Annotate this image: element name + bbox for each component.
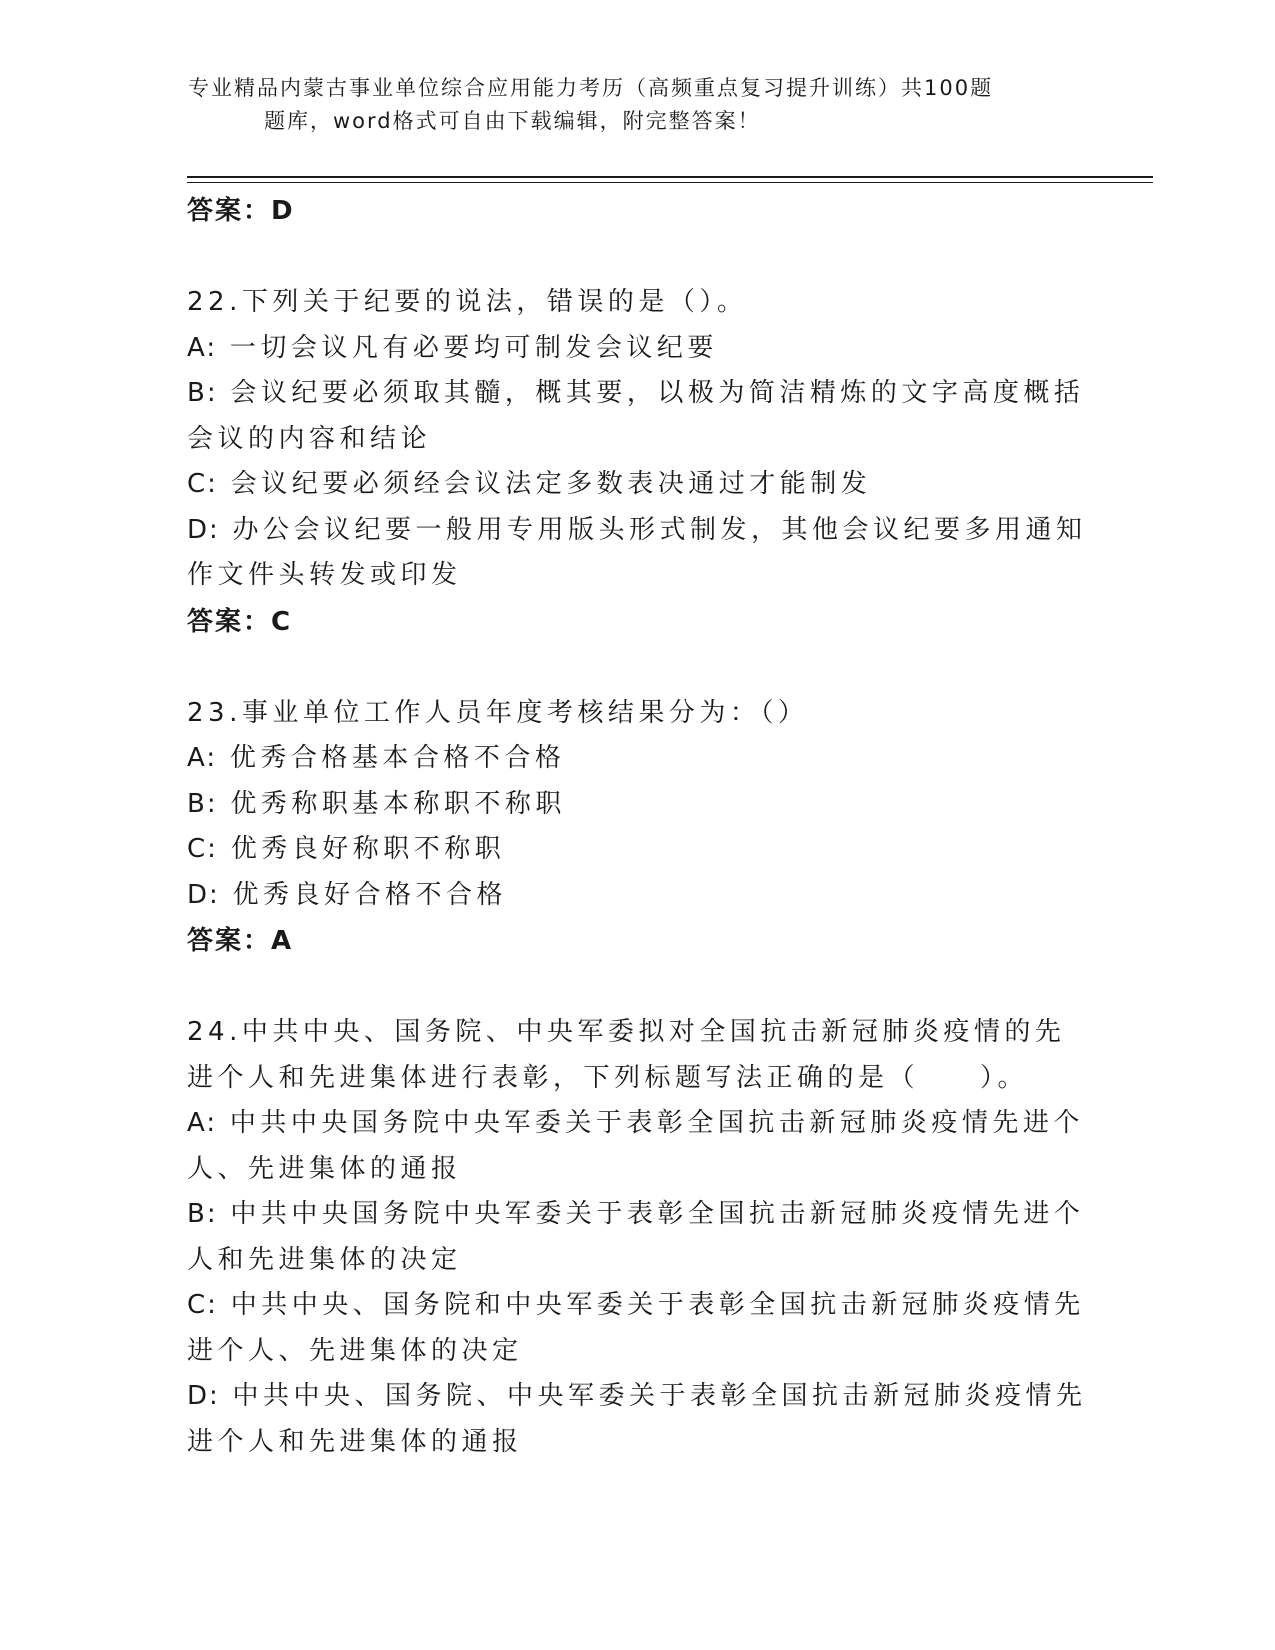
option-text: 会议纪要必须取其髓，概其要，以极为简洁精炼的文字高度概括会议的内容和结论 xyxy=(187,378,1085,454)
option-d xyxy=(187,508,1087,599)
header-rule-thick xyxy=(187,176,1153,178)
option-label: B: xyxy=(187,788,218,819)
question-block xyxy=(187,1010,1087,1465)
header-title-line-1: 专业精品内蒙古事业单位综合应用能力考历（高频重点复习提升训练）共100题 xyxy=(188,76,994,100)
option-a xyxy=(187,326,1087,372)
question-block xyxy=(187,691,1087,965)
option-text: 优秀良好称职不称职 xyxy=(230,834,506,864)
option-a xyxy=(187,1101,1087,1192)
option-c xyxy=(187,1283,1087,1374)
option-label: D: xyxy=(187,879,220,910)
spacer xyxy=(187,645,1087,691)
header-title-line-2: 题库，word格式可自由下载编辑，附完整答案！ xyxy=(264,109,761,133)
answer-line: 答案：D xyxy=(187,196,295,226)
option-text: 中共中央国务院中央军委关于表彰全国抗击新冠肺炎疫情先进个人和先进集体的决定 xyxy=(187,1199,1085,1275)
option-text: 中共中央国务院中央军委关于表彰全国抗击新冠肺炎疫情先进个人、先进集体的通报 xyxy=(187,1108,1084,1184)
option-label: A: xyxy=(187,1108,218,1138)
option-label: C: xyxy=(187,834,218,864)
option-label: B: xyxy=(187,378,218,408)
option-b xyxy=(187,1192,1087,1283)
option-text: 中共中央、国务院和中央军委关于表彰全国抗击新冠肺炎疫情先进个人、先进集体的决定 xyxy=(187,1290,1085,1366)
option-label: A: xyxy=(187,332,218,363)
option-text: 中共中央、国务院、中央军委关于表彰全国抗击新冠肺炎疫情先进个人和先进集体的通报 xyxy=(187,1381,1087,1457)
question-block xyxy=(187,280,1087,645)
spacer xyxy=(187,964,1087,1010)
option-text: 优秀称职基本称职不称职 xyxy=(230,788,566,819)
answer-line: 答案：A xyxy=(187,926,294,956)
option-a xyxy=(187,736,1087,782)
option-label: A: xyxy=(187,743,218,773)
header-rule-thin xyxy=(187,182,1153,183)
option-label: B: xyxy=(187,1199,218,1229)
option-text: 优秀合格基本合格不合格 xyxy=(229,743,566,773)
question-content xyxy=(187,188,1087,1465)
option-text: 优秀良好合格不合格 xyxy=(232,879,508,910)
option-label: D: xyxy=(187,514,220,545)
option-b xyxy=(187,371,1087,462)
page-header xyxy=(188,72,1068,138)
option-c xyxy=(187,462,1087,508)
option-label: C: xyxy=(187,1290,218,1320)
option-d xyxy=(187,873,1087,919)
option-c xyxy=(187,827,1087,873)
question-text: 23.事业单位工作人员年度考核结果分为：（） xyxy=(187,697,809,728)
option-d xyxy=(187,1374,1087,1465)
option-text: 办公会议纪要一般用专用版头形式制发，其他会议纪要多用通知作文件头转发或印发 xyxy=(187,514,1087,590)
option-label: C: xyxy=(187,469,218,499)
answer-line: 答案：C xyxy=(187,606,293,637)
spacer xyxy=(187,234,1087,280)
option-text: 会议纪要必须经会议法定多数表决通过才能制发 xyxy=(230,469,872,499)
question-text: 22.下列关于纪要的说法，错误的是（）。 xyxy=(187,287,748,317)
option-b xyxy=(187,782,1087,828)
option-label: D: xyxy=(187,1381,220,1411)
question-text: 24.中共中央、国务院、中央军委拟对全国抗击新冠肺炎疫情的先进个人和先进集体进行表彰，下列标题写法正确的是（ ）。 xyxy=(187,1017,1066,1093)
option-text: 一切会议凡有必要均可制发会议纪要 xyxy=(229,332,718,363)
